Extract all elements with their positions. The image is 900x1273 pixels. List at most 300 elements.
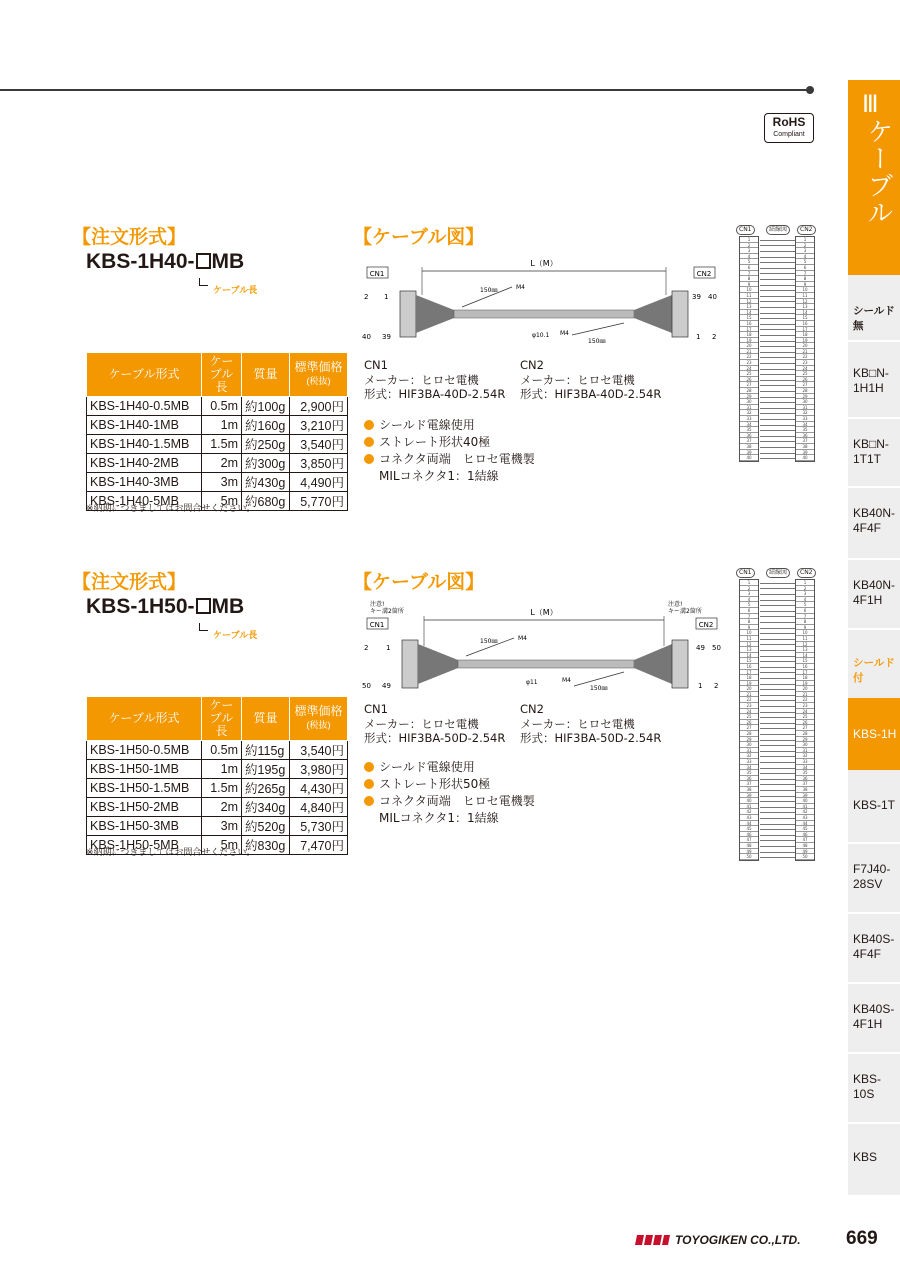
sidebar-item-shielded[interactable]: シールド付 (853, 657, 895, 684)
wiring-pin: 32 (740, 410, 758, 416)
wiring-pin: 29 (796, 394, 814, 400)
model-suffix: MB (211, 250, 245, 273)
wiring-pin: 27 (740, 382, 758, 388)
wiring-pin: 12 (740, 299, 758, 305)
spec-table (86, 696, 348, 855)
wiring-line (760, 857, 795, 858)
table-row: KBS-1H50-2MB 2m 約340g 4,840円 (87, 798, 348, 817)
wiring-pin: 11 (740, 293, 758, 299)
wiring-line (760, 633, 795, 634)
cable-drawing (362, 255, 724, 345)
svg-text:2: 2 (364, 644, 369, 652)
wiring-pin: 14 (740, 310, 758, 316)
wiring-pin: 13 (796, 304, 814, 310)
wiring-pin: 27 (740, 725, 758, 731)
wiring-pin: 30 (796, 742, 814, 748)
wiring-pin: 27 (796, 382, 814, 388)
wiring-cn2-label: CN2 (797, 225, 816, 235)
spec-table (86, 352, 348, 511)
rohs-sub: Compliant (773, 131, 805, 138)
svg-text:39: 39 (692, 293, 701, 301)
table-header-row (87, 353, 348, 397)
svg-text:2: 2 (712, 333, 717, 341)
wiring-pin: 20 (740, 343, 758, 349)
wiring-pin: 4 (796, 254, 814, 260)
wiring-line (760, 762, 795, 763)
top-rule (0, 89, 810, 91)
wiring-pin: 50 (796, 854, 814, 860)
wiring-pin: 3 (740, 248, 758, 254)
wiring-pin: 42 (740, 809, 758, 815)
sidebar-item-kb40n-4f1h[interactable]: KB40N-4F1H (853, 578, 896, 607)
wiring-pin: 32 (796, 410, 814, 416)
wiring-pin: 16 (740, 321, 758, 327)
wiring-pin: 37 (796, 438, 814, 444)
wiring-pin: 2 (740, 243, 758, 249)
table-row: KBS-1H50-1MB 1m 約195g 3,980円 (87, 760, 348, 779)
svg-text:M4: M4 (516, 284, 525, 291)
wiring-pin: 28 (740, 388, 758, 394)
wiring-pin: 20 (740, 686, 758, 692)
cn1-maker: メーカー：ヒロセ電機 (364, 717, 479, 731)
wiring-line (760, 296, 795, 297)
svg-text:150㎜: 150㎜ (480, 638, 498, 645)
cn1-label: CN1 (369, 621, 385, 629)
wiring-line (760, 441, 795, 442)
wiring-pin: 38 (740, 444, 758, 450)
wiring-line (760, 583, 795, 584)
wiring-pin: 6 (796, 608, 814, 614)
wiring-pin: 39 (740, 793, 758, 799)
wiring-pin: 34 (796, 765, 814, 771)
cn2-type: 形式：HIF3BA-40D-2.54R (520, 387, 662, 401)
sidebar-divider (848, 628, 900, 630)
wiring-line (760, 430, 795, 431)
caution-label: 注意! (668, 601, 683, 608)
cn2-label: CN2 (696, 270, 712, 278)
cn2-type: 形式：HIF3BA-50D-2.54R (520, 731, 662, 745)
wiring-line (760, 413, 795, 414)
sidebar-divider (848, 417, 900, 419)
caution-note: キー溝2箇所 (668, 608, 702, 615)
wiring-pin: 19 (796, 681, 814, 687)
company-logo (634, 1234, 670, 1249)
wiring-pin: 14 (796, 310, 814, 316)
wiring-pin: 23 (740, 703, 758, 709)
wiring-line (760, 740, 795, 741)
wiring-pin: 9 (740, 625, 758, 631)
wiring-pin: 17 (796, 327, 814, 333)
wiring-pin: 49 (740, 849, 758, 855)
wiring-pin: 48 (740, 843, 758, 849)
rohs-label: RoHS (772, 115, 806, 129)
svg-text:150㎜: 150㎜ (588, 338, 606, 345)
wiring-pin: 35 (796, 770, 814, 776)
sidebar-item-kbs-10s[interactable]: KBS-10S (853, 1072, 882, 1101)
svg-text:50: 50 (362, 682, 371, 690)
wiring-pin: 29 (740, 394, 758, 400)
wiring-pin: 35 (740, 427, 758, 433)
wiring-pin: 2 (796, 243, 814, 249)
callout-bracket (199, 278, 208, 286)
wiring-pin: 36 (740, 433, 758, 439)
wiring-title: 結線図 (766, 568, 790, 578)
wiring-line (760, 818, 795, 819)
wiring-diagram (735, 568, 820, 858)
sidebar-item-kb40n-4f4f[interactable]: KB40N-4F4F (853, 506, 896, 535)
wiring-pin: 39 (796, 793, 814, 799)
table-row: KBS-1H40-1.5MB 1.5m 約250g 3,540円 (87, 435, 348, 454)
table-row: KBS-1H50-1.5MB 1.5m 約265g 4,430円 (87, 779, 348, 798)
wiring-pin: 42 (796, 809, 814, 815)
wiring-line (760, 313, 795, 314)
wiring-pin: 25 (796, 371, 814, 377)
svg-text:1: 1 (696, 333, 701, 341)
wiring-pin: 16 (740, 664, 758, 670)
wiring-pin: 30 (740, 399, 758, 405)
wiring-pin: 20 (796, 686, 814, 692)
wiring-line (760, 458, 795, 459)
svg-text:M4: M4 (562, 677, 571, 684)
wiring-line (760, 700, 795, 701)
rohs-badge (764, 113, 814, 143)
wiring-line (760, 251, 795, 252)
wiring-pin: 26 (796, 720, 814, 726)
wiring-pin: 39 (796, 450, 814, 456)
wiring-pin: 14 (740, 653, 758, 659)
svg-text:50: 50 (712, 644, 721, 652)
wiring-line (760, 611, 795, 612)
wiring-pin: 47 (796, 837, 814, 843)
page-number: 669 (846, 1228, 878, 1249)
wiring-line (760, 245, 795, 246)
wiring-pin: 11 (740, 636, 758, 642)
wiring-pin: 44 (796, 821, 814, 827)
table-row: KBS-1H40-5MB 5m 約680g 5,770円 (87, 492, 348, 511)
wiring-pin: 8 (740, 276, 758, 282)
wiring-line (760, 588, 795, 589)
wiring-pin: 9 (796, 282, 814, 288)
bullet-icon (364, 420, 374, 430)
sidebar-divider (848, 1052, 900, 1054)
wiring-pin: 2 (740, 586, 758, 592)
svg-text:2: 2 (714, 682, 719, 690)
wiring-pin: 40 (796, 798, 814, 804)
sidebar-item-unshielded[interactable]: シールド無 (853, 305, 895, 332)
wiring-line (760, 824, 795, 825)
bullet-icon (364, 762, 374, 772)
wiring-line (760, 436, 795, 437)
wiring-cn1-label: CN1 (736, 225, 755, 235)
callout-bracket (199, 623, 208, 631)
wiring-line (760, 796, 795, 797)
wiring-pin: 28 (740, 731, 758, 737)
wiring-line (760, 408, 795, 409)
wiring-pin: 29 (796, 737, 814, 743)
wiring-pin: 38 (796, 787, 814, 793)
wiring-pin: 7 (740, 614, 758, 620)
wiring-pin: 38 (796, 444, 814, 450)
wiring-pin: 22 (740, 354, 758, 360)
wiring-pin: 19 (740, 681, 758, 687)
cable-diagram-heading: 【ケーブル図】 (353, 571, 485, 593)
wiring-pin: 40 (740, 798, 758, 804)
wiring-line (760, 835, 795, 836)
sidebar-divider (848, 340, 900, 342)
wiring-line (760, 801, 795, 802)
sidebar-divider (848, 842, 900, 844)
svg-text:40: 40 (708, 293, 717, 301)
wiring-pin: 37 (796, 781, 814, 787)
wiring-line (760, 346, 795, 347)
feature-item: コネクタ両端 ヒロセ電機製 (364, 451, 535, 467)
sidebar-divider (848, 912, 900, 914)
wiring-title: 結線図 (766, 225, 790, 235)
sidebar-item-kbn-1t1t[interactable]: KB□N-1T1T (853, 437, 889, 466)
wiring-line (760, 622, 795, 623)
col-mass: 質量 (242, 353, 290, 397)
cable-diagram-heading: 【ケーブル図】 (353, 226, 485, 248)
section-title: ケーブル (863, 118, 893, 226)
wiring-pin: 10 (740, 630, 758, 636)
wiring-pin: 48 (796, 843, 814, 849)
wiring-pin: 22 (796, 697, 814, 703)
model-suffix: MB (211, 595, 245, 618)
sidebar-divider (848, 558, 900, 560)
wiring-line (760, 262, 795, 263)
table-row: KBS-1H40-0.5MB 0.5m 約100g 2,900円 (87, 397, 348, 416)
table-row: KBS-1H50-0.5MB 0.5m 約115g 3,540円 (87, 741, 348, 760)
wiring-pin: 25 (740, 714, 758, 720)
svg-text:M4: M4 (560, 330, 569, 337)
wiring-pin: 46 (740, 832, 758, 838)
wiring-pin: 41 (740, 804, 758, 810)
wiring-pin: 24 (796, 709, 814, 715)
wiring-pin: 18 (796, 675, 814, 681)
wiring-pin: 7 (740, 271, 758, 277)
wiring-pin: 40 (796, 455, 814, 461)
wiring-line (760, 717, 795, 718)
wiring-pin: 16 (796, 664, 814, 670)
wiring-pin: 15 (740, 658, 758, 664)
svg-text:1: 1 (384, 293, 389, 301)
sidebar-item-kb40s-4f1h[interactable]: KB40S-4F1H (853, 1002, 895, 1031)
wiring-pin: 15 (796, 315, 814, 321)
bullet-icon (364, 454, 374, 464)
wiring-pin: 17 (796, 670, 814, 676)
wiring-pin: 1 (740, 237, 758, 243)
wiring-pin: 26 (796, 377, 814, 383)
feature-item: コネクタ両端 ヒロセ電機製 (364, 793, 535, 809)
wiring-line (760, 324, 795, 325)
wiring-line (760, 335, 795, 336)
wiring-pin: 12 (740, 642, 758, 648)
feature-item: シールド電線使用 (364, 759, 475, 775)
wiring-pin: 21 (740, 349, 758, 355)
wiring-pin: 26 (740, 720, 758, 726)
wiring-pin: 40 (740, 455, 758, 461)
caution-note: キー溝2箇所 (370, 608, 404, 615)
wiring-pin: 43 (796, 815, 814, 821)
wiring-pin: 3 (796, 591, 814, 597)
cn2-maker: メーカー：ヒロセ電機 (520, 373, 635, 387)
wiring-pin: 41 (796, 804, 814, 810)
wiring-line (760, 397, 795, 398)
wiring-pin: 7 (796, 614, 814, 620)
wiring-pin: 34 (740, 422, 758, 428)
wiring-line (760, 268, 795, 269)
wiring-pin: 12 (796, 642, 814, 648)
wiring-pin: 5 (740, 602, 758, 608)
model-prefix: KBS-1H50- (86, 595, 195, 618)
sidebar-item-kbn-1h1h[interactable]: KB□N-1H1H (853, 366, 889, 395)
col-price: 標準価格 (税抜) (290, 353, 348, 397)
cn2-name: CN2 (520, 358, 544, 372)
wiring-line (760, 285, 795, 286)
wiring-pin: 1 (740, 580, 758, 586)
table-row: KBS-1H40-3MB 3m 約430g 4,490円 (87, 473, 348, 492)
wiring-line (760, 829, 795, 830)
wiring-line (760, 650, 795, 651)
cn1-maker: メーカー：ヒロセ電機 (364, 373, 479, 387)
wiring-pin: 47 (740, 837, 758, 843)
wiring-pin: 5 (796, 259, 814, 265)
wiring-line (760, 447, 795, 448)
wiring-line (760, 352, 795, 353)
wiring-pin: 38 (740, 787, 758, 793)
wiring-pin: 22 (796, 354, 814, 360)
svg-text:49: 49 (696, 644, 705, 652)
wiring-pin: 16 (796, 321, 814, 327)
wiring-line (760, 374, 795, 375)
caution-label: 注意! (370, 601, 385, 608)
wiring-pin: 23 (796, 360, 814, 366)
wiring-pin: 11 (796, 293, 814, 299)
bullet-icon (364, 437, 374, 447)
wiring-pin: 44 (740, 821, 758, 827)
wiring-cn2-pins (795, 236, 815, 462)
wiring-line (760, 616, 795, 617)
sidebar-item-kbs-1h[interactable]: KBS-1H (848, 698, 900, 770)
wiring-line (760, 341, 795, 342)
wiring-pin: 23 (796, 703, 814, 709)
col-price: 標準価格 (税抜) (290, 697, 348, 741)
wiring-pin: 8 (796, 619, 814, 625)
wiring-line (760, 656, 795, 657)
sidebar-divider (848, 982, 900, 984)
col-cable-length: ケーブル長 (202, 353, 242, 397)
svg-text:φ10.1: φ10.1 (532, 332, 550, 339)
cable-length-label: ケーブル長 (213, 631, 258, 641)
wiring-pin: 2 (796, 586, 814, 592)
sidebar-item-f7j40-28sv[interactable]: F7J40-28SV (853, 862, 891, 891)
wiring-pin: 15 (796, 658, 814, 664)
wiring-line (760, 273, 795, 274)
col-cable-length: ケーブル長 (202, 697, 242, 741)
wiring-line (760, 768, 795, 769)
svg-text:49: 49 (382, 682, 391, 690)
wiring-pin: 28 (796, 731, 814, 737)
wiring-line (760, 279, 795, 280)
wiring-pin: 28 (796, 388, 814, 394)
wiring-line (760, 667, 795, 668)
wiring-line (760, 425, 795, 426)
wiring-line (760, 689, 795, 690)
wiring-line (760, 628, 795, 629)
table-row: KBS-1H50-5MB 5m 約830g 7,470円 (87, 836, 348, 855)
section-number: Ⅲ (862, 92, 879, 118)
wiring-pin: 24 (740, 709, 758, 715)
feature-item: MILコネクタ1：1結線 (379, 811, 499, 825)
svg-text:φ11: φ11 (526, 679, 538, 686)
wiring-line (760, 385, 795, 386)
wiring-diagram (735, 225, 820, 470)
wiring-line (760, 846, 795, 847)
wiring-line (760, 419, 795, 420)
wiring-pin: 26 (740, 377, 758, 383)
cn2-name: CN2 (520, 702, 544, 716)
svg-text:1: 1 (698, 682, 703, 690)
length-label: L（M） (530, 259, 558, 268)
cn2-maker: メーカー：ヒロセ電機 (520, 717, 635, 731)
wiring-line (760, 594, 795, 595)
wiring-pin: 22 (740, 697, 758, 703)
wiring-line (760, 605, 795, 606)
table-row: KBS-1H40-1MB 1m 約160g 3,210円 (87, 416, 348, 435)
feature-item: MILコネクタ1：1結線 (379, 469, 499, 483)
sidebar-item-kbs[interactable]: KBS (853, 1150, 878, 1164)
wiring-pin: 6 (740, 608, 758, 614)
wiring-pin: 10 (796, 630, 814, 636)
wiring-pin: 6 (740, 265, 758, 271)
cable-length-label: ケーブル長 (213, 286, 258, 296)
wiring-pin: 31 (740, 405, 758, 411)
wiring-pin: 34 (796, 422, 814, 428)
sidebar-item-kb40s-4f4f[interactable]: KB40S-4F4F (853, 932, 895, 961)
order-format-heading: 【注文形式】 (72, 571, 187, 593)
wiring-pin: 30 (740, 742, 758, 748)
wiring-pin: 20 (796, 343, 814, 349)
wiring-pin: 13 (796, 647, 814, 653)
wiring-pin: 36 (740, 776, 758, 782)
col-mass: 質量 (242, 697, 290, 741)
cn1-type: 形式：HIF3BA-50D-2.54R (364, 731, 506, 745)
model-number (86, 250, 244, 274)
wiring-pin: 5 (740, 259, 758, 265)
wiring-pin: 29 (740, 737, 758, 743)
sidebar-item-kbs-1t[interactable]: KBS-1T (853, 798, 896, 812)
sidebar-divider (848, 1122, 900, 1124)
wiring-line (760, 240, 795, 241)
wiring-line (760, 852, 795, 853)
cn1-name: CN1 (364, 358, 388, 372)
model-number (86, 595, 244, 619)
wiring-line (760, 357, 795, 358)
feature-item: ストレート形状40極 (364, 434, 490, 450)
wiring-pin: 21 (740, 692, 758, 698)
wiring-line (760, 329, 795, 330)
wiring-line (760, 363, 795, 364)
wiring-cn2-label: CN2 (797, 568, 816, 578)
wiring-pin: 37 (740, 438, 758, 444)
wiring-pin: 31 (740, 748, 758, 754)
wiring-pin: 4 (740, 254, 758, 260)
wiring-pin: 10 (740, 287, 758, 293)
wiring-pin: 50 (740, 854, 758, 860)
wiring-line (760, 672, 795, 673)
wiring-line (760, 807, 795, 808)
col-cable-type: ケーブル形式 (87, 353, 202, 397)
